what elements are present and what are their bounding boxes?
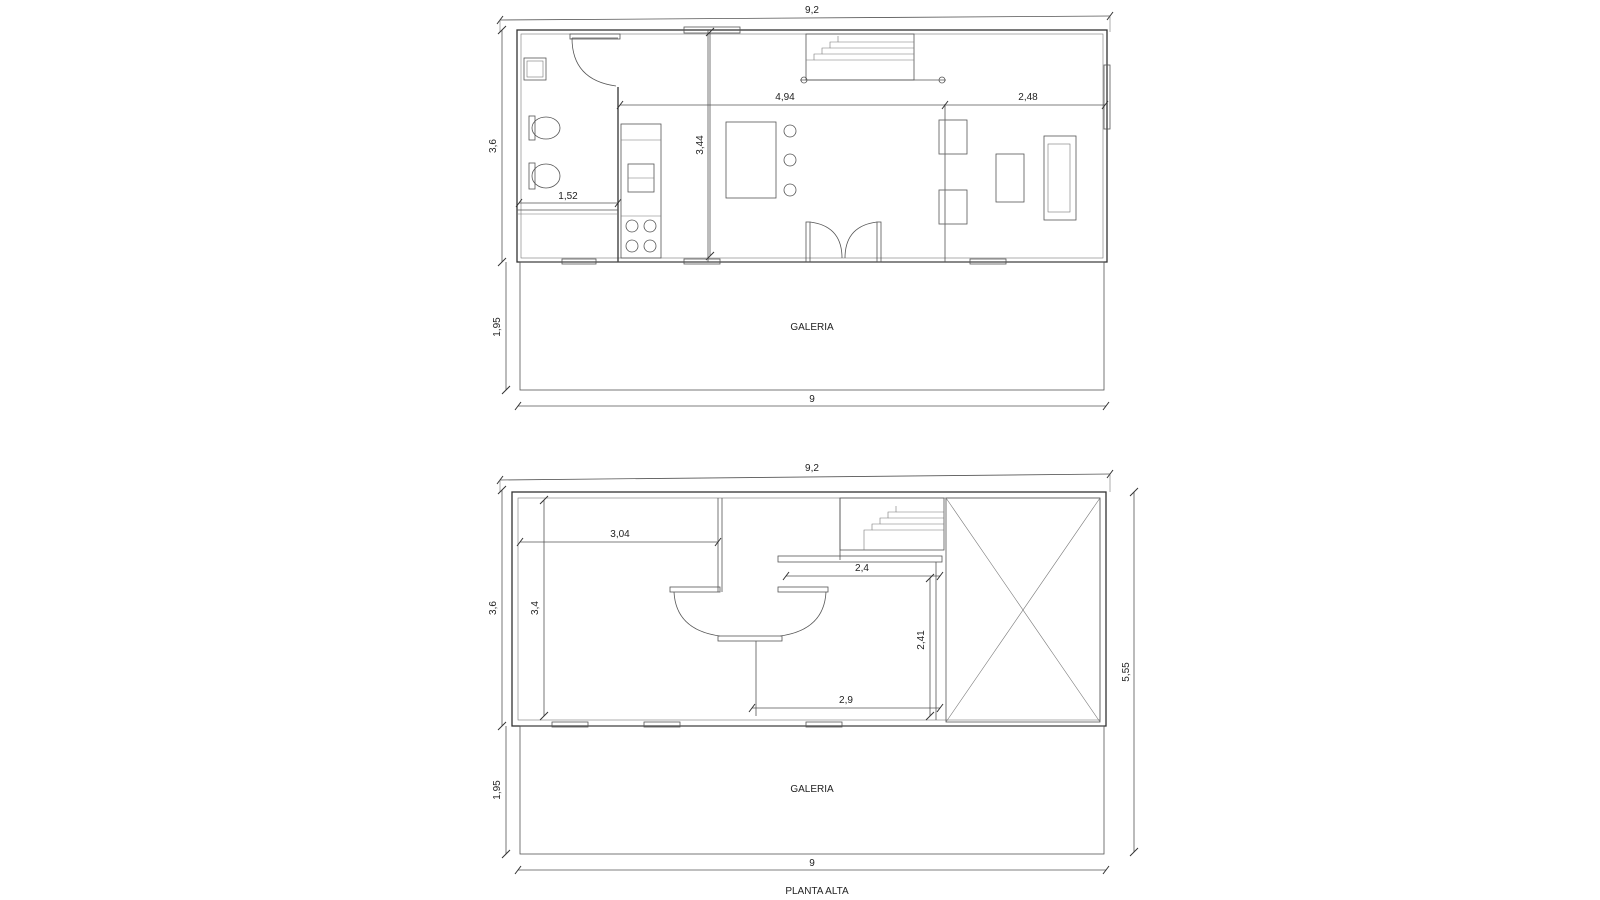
dim-total-width-upper: 9,2: [805, 463, 819, 474]
dim-living-width: 4,94: [775, 92, 795, 103]
dim-bathroom-width: 1,52: [558, 191, 578, 202]
dim-bedroom2-depth: 2,41: [916, 630, 927, 650]
gallery-label-upper: GALERIA: [790, 784, 834, 795]
plan-title: PLANTA ALTA: [785, 886, 849, 897]
dim-total-width: 9,2: [805, 5, 819, 16]
toilet-icon: [532, 117, 560, 139]
ground-floor-plan: [488, 5, 1113, 410]
double-height-void: [946, 498, 1100, 722]
armchair-icon: [939, 120, 967, 224]
dim-house-depth-upper: 3,6: [488, 601, 499, 615]
dim-line-left-house-depth-upper: [498, 486, 506, 730]
dim-gallery-depth-upper: 1,95: [492, 780, 503, 800]
dining-table-icon: [726, 122, 776, 198]
dim-line-living-depth: [706, 28, 714, 260]
dim-gallery-depth: 1,95: [492, 317, 503, 337]
sofa-icon: [1044, 136, 1076, 220]
kitchen-counter: [621, 124, 661, 258]
dim-line-left-gallery-depth: [502, 262, 510, 394]
dim-line-left-house-depth: [498, 26, 506, 266]
dim-gallery-width-upper: 9: [809, 858, 815, 869]
coffee-table-icon: [996, 154, 1024, 202]
house-outline: [517, 30, 1107, 262]
dim-lounge-width: 2,48: [1018, 92, 1038, 103]
dim-bedroom-width: 3,04: [610, 529, 630, 540]
dim-hall-width: 2,9: [839, 695, 853, 706]
dim-line-bedroom2-depth: [926, 574, 934, 720]
entry-door-icon: [806, 222, 881, 262]
bidet-icon: [532, 164, 560, 188]
dim-house-depth: 3,6: [488, 139, 499, 153]
house-outline-upper: [512, 492, 1106, 726]
dim-bedroom-depth: 3,4: [530, 601, 541, 615]
gallery-label: GALERIA: [790, 322, 834, 333]
staircase: [800, 34, 946, 83]
dim-living-depth: 3,44: [695, 135, 706, 155]
dim-line-bedroom-depth: [540, 496, 548, 720]
stool-icon: [784, 125, 796, 137]
dim-gallery-width: 9: [809, 394, 815, 405]
dim-overall-depth: 5,55: [1121, 662, 1132, 682]
upper-floor-plan: [488, 463, 1138, 897]
staircase-upper: [840, 498, 944, 560]
bathroom: [517, 34, 620, 262]
bedroom-door-icon: [670, 587, 828, 716]
stove-burner-icon: [626, 220, 638, 232]
dim-bedroom2-width: 2,4: [855, 563, 869, 574]
bathroom-door-icon: [572, 38, 618, 86]
dim-line-left-gallery-depth-upper: [502, 726, 510, 858]
